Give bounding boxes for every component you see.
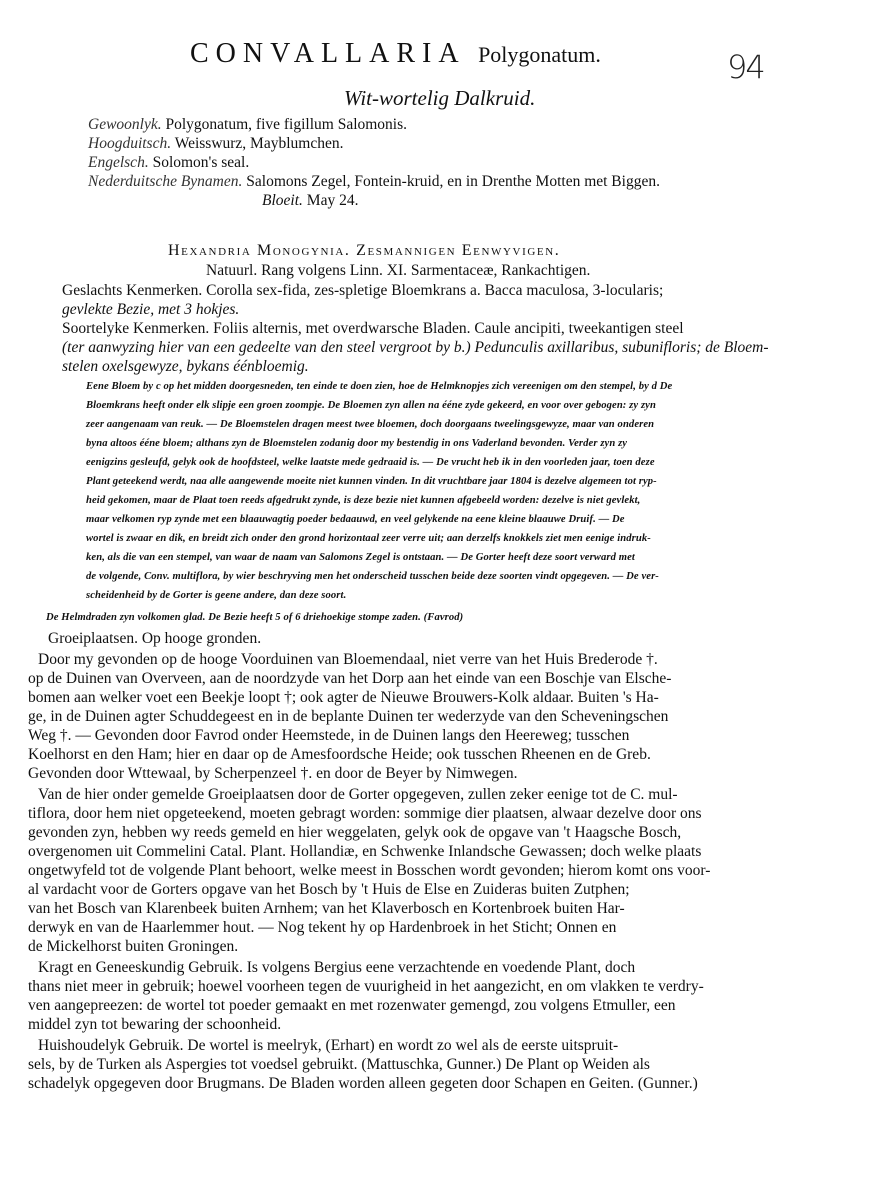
note-line: byna altoos ééne bloem; althans zyn de Bloemstelen zodanig door my bestendig in ons Vaderland bevonden. Verder zyn zy [86,438,628,449]
kenmerken-line: stelen oxelsgewyze, bykans éénbloemig. [62,358,309,375]
body-line: al vardacht voor de Gorters opgave van het Bosch by 't Huis de Else en Zuideras buiten Zutphen; [28,881,630,898]
note-line: heid gekomen, maar de Plaat toen reeds afgedrukt zynde, is deze bezie niet kunnen afgebeeld worden: dezelve is niet gevlekt, [86,495,641,506]
vernacular-name-line [88,135,343,153]
vernacular-text: Salomons Zegel, Fontein-kruid, en in Drenthe Motten met Biggen. [242,173,660,190]
kenmerken-line: Geslachts Kenmerken. Corolla sex-fida, zes-spletige Bloemkrans a. Bacca maculosa, 3-locularis; [62,282,664,299]
body-line: middel zyn tot bewaring der schoonheid. [28,1016,282,1033]
vernacular-label: Nederduitsche Bynamen. [88,173,243,190]
body-line: ongetwyfeld tot de volgende Plant behoort, welke meest in Bosschen wordt gevonden; hierom komt ons voor- [28,862,711,879]
species-name: Polygonatum. [478,42,601,67]
genus-name: CONVALLARIA [190,38,465,69]
body-line: gevonden zyn, hebben wy reeds gemeld en hier weggelaten, gelyk ook de opgave van 't Haagsche Bosch, [28,824,682,841]
note-line: de volgende, Conv. multiflora, by wier beschryving men het onderscheid tusschen beide deze soorten vindt opgegeven. — De ver- [86,571,659,582]
body-line: sels, by de Turken als Aspergies tot voedsel gebruikt. (Mattuschka, Gunner.) De Plant op Weiden als [28,1056,650,1073]
note-line: ken, als die van een stempel, van waar de naam van Salomons Zegel is ontstaan. — De Gorter heeft deze soort verward met [86,552,635,563]
note-line: scheidenheid by de Gorter is geene andere, dan deze soort. [86,590,347,601]
note-line: De Helmdraden zyn volkomen glad. De Bezie heeft 5 of 6 driehoekige stompe zaden. (Favrod) [46,612,464,623]
note-line: eenigzins gesleufd, gelyk ook de hoofdsteel, welke laatste mede gedraaid is. — De vrucht heb ik in den voorleden jaar, toen deze [86,457,655,468]
groeiplaatsen-heading: Groeiplaatsen. Op hooge gronden. [48,630,262,647]
vernacular-name-line [88,173,660,191]
body-line: tiflora, door hem niet opgeteekend, moeten gebragt worden: sommige dier plaatsen, alwaar dezelve door ons [28,805,702,822]
note-line: Eene Bloem by c op het midden doorgesneden, ten einde te doen zien, hoe de Helmknopjes zich vereenigen om den stempel, by d De [86,381,673,392]
body-line: de Mickelhorst buiten Groningen. [28,938,239,955]
kenmerken-line: (ter aanwyzing hier van een gedeelte van den steel vergroot by b.) Pedunculis axillaribus, subunifloris; de Bloem- [62,339,769,356]
natural-order-line: Natuurl. Rang volgens Linn. XI. Sarmentaceæ, Rankachtigen. [206,262,591,279]
body-line: Weg †. — Gevonden door Favrod onder Heemstede, in de Duinen langs den Heereweg; tusschen [28,727,630,744]
kenmerken-line: gevlekte Bezie, met 3 hokjes. [62,301,240,318]
body-line: van het Bosch van Klarenbeek buiten Arnhem; van het Klaverbosch en Kortenbroek buiten Har- [28,900,625,917]
vernacular-name-line [88,154,249,172]
body-line: thans niet meer in gebruik; hoewel voorheen tegen de vuurigheid in het aangezicht, en om vlakken te verdry- [28,978,704,995]
body-line: bomen aan welker voet een Beekje loopt †; ook agter de Nieuwe Brouwers-Kolk aldaar. Buiten 's Ha- [28,689,659,706]
page-subtitle: Wit-wortelig Dalkruid. [344,86,536,110]
note-line: wortel is zwaar en dik, en breidt zich onder den grond horizontaal zeer verre uit; aan derzelfs knokkels ziet men eenige indruk- [86,533,651,544]
vernacular-text: Solomon's seal. [148,154,250,171]
bloei-label: Bloeit. [262,192,303,209]
body-line: overgenomen uit Commelini Catal. Plant. Hollandiæ, en Schwenke Inlandsche Gewassen; doch welke plaats [28,843,702,860]
kenmerken-line: Soortelyke Kenmerken. Foliis alternis, met overdwarsche Bladen. Caule ancipiti, tweekantigen steel [62,320,684,337]
page-title [190,38,601,70]
vernacular-label: Gewoonlyk. [88,116,162,133]
vernacular-label: Hoogduitsch. [88,135,172,152]
note-line: maar velkomen ryp zynde met een blaauwagtig poeder bedaauwd, en veel gelykende na eene kleine blaauwe Druif. — De [86,514,625,525]
handwritten-page-number: 94 [727,48,764,86]
body-line: Huishoudelyk Gebruik. De wortel is meelryk, (Erhart) en wordt zo wel als de eerste uitspruit- [38,1037,619,1054]
body-line: Kragt en Geneeskundig Gebruik. Is volgens Bergius eene verzachtende en voedende Plant, doch [38,959,636,976]
note-line: Plant geteekend werdt, naa alle aangewende moeite niet kunnen vinden. In dit vruchtbare jaar 1804 is dezelve algemeen tot ryp- [86,476,657,487]
body-line: op de Duinen van Overveen, aan de noordzyde van het Dorp aan het einde van een Boschje van Elsche- [28,670,672,687]
body-line: Van de hier onder gemelde Groeiplaatsen door de Gorter opgegeven, zullen zeker eenige tot de C. mul- [38,786,678,803]
vernacular-name-line [88,116,407,134]
vernacular-text: Polygonatum, five figillum Salomonis. [161,116,408,133]
vernacular-text: Weisswurz, Mayblumchen. [171,135,344,152]
body-line: ge, in de Duinen agter Schuddegeest en in de beplante Duinen ter wederzyde van den Scheveningschen [28,708,669,725]
body-line: derwyk en van de Haarlemmer hout. — Nog tekent hy op Hardenbroek in het Sticht; Onnen en [28,919,617,936]
body-line: Door my gevonden op de hooge Voorduinen van Bloemendaal, niet verre van het Huis Brederode †. [38,651,658,668]
body-line: Koelhorst en den Ham; hier en daar op de Amesfoordsche Heide; ook tusschen Rheenen en de Greb. [28,746,651,763]
vernacular-label: Engelsch. [88,154,149,171]
bloei-line [262,192,358,210]
note-line: zeer aangenaam van reuk. — De Bloemstelen dragen meest twee bloemen, doch doorgaans tweelingsgewyze, maar van onderen [86,419,655,430]
body-line: Gevonden door Wttewaal, by Scherpenzeel †. en door de Beyer by Nimwegen. [28,765,518,782]
body-line: schadelyk opgegeven door Brugmans. De Bladen worden alleen gegeten door Schapen en Geiten. (Gunner.) [28,1075,698,1092]
note-line: Bloemkrans heeft onder elk slipje een groen zoompje. De Bloemen zyn allen na ééne zyde gekeerd, en voor over gebogen: zy zyn [86,400,656,411]
bloei-text: May 24. [302,192,359,209]
classification-line: Hexandria Monogynia. Zesmannigen Eenwyvigen. [168,242,561,259]
body-line: ven aangepreezen: de wortel tot poeder gemaakt en met rozenwater gemengd, zou volgens Etmuller, een [28,997,676,1014]
